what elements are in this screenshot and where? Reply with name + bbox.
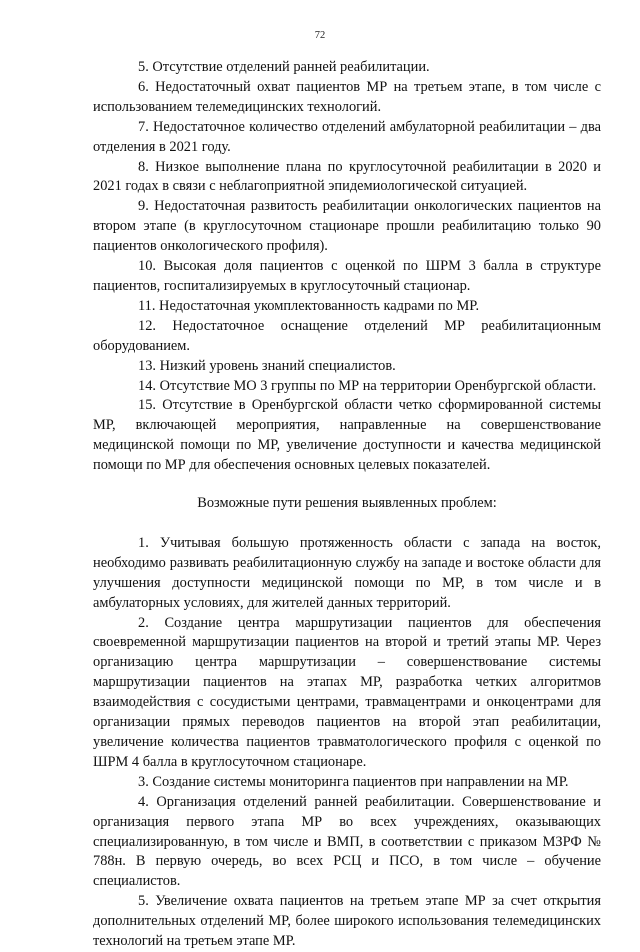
problem-item-9: 9. Недостаточная развитость реабилитации онкологических пациентов на втором этапе (в круглосуточном стационаре прошли реабилитацию только 90 пациентов онкологического профиля). [93, 198, 601, 255]
problem-item-13: 13. Низкий уровень знаний специалистов. [138, 357, 396, 374]
problem-item-7: 7. Недостаточное количество отделений амбулаторной реабилитации – два отделения в 2021 году. [93, 118, 601, 155]
problem-item-10: 10. Высокая доля пациентов с оценкой по ШРМ 3 балла в структуре пациентов, госпитализируемых в круглосуточный стационар. [93, 258, 601, 294]
problem-item-8: 8. Низкое выполнение плана по круглосуточной реабилитации в 2020 и 2021 годах в связи с неблагоприятной эпидемиологической ситуацией. [93, 158, 601, 195]
solution-item-2: 2. Создание центра маршрутизации пациентов для обеспечения своевременной маршрутизации пациентов на второй и третий этапы МР. Через организацию центра маршрутизации – совершенствование системы маршрутизации пациентов на этапах МР, разработка четких алгоритмов взаимодействия с сосудистыми центрами, травмацентрами и онкоцентрами для организации прямых переводов пациентов на второй этап реабилитации, увеличение количества пациентов травматологического профиля с оценкой по ШРМ 4 балла в круглосуточном стационаре. [93, 614, 601, 770]
document-body [93, 58, 601, 952]
problem-item-14: 14. Отсутствие МО 3 группы по МР на территории Оренбургской области. [138, 377, 597, 394]
problem-item-11: 11. Недостаточная укомплектованность кадрами по МР. [138, 297, 480, 314]
solutions-heading: Возможные пути решения выявленных проблем: [197, 495, 497, 512]
page-number: 72 [314, 30, 326, 41]
problem-item-5: 5. Отсутствие отделений ранней реабилитации. [138, 59, 430, 75]
solution-item-1: 1. Учитывая большую протяженность области с запада на восток, необходимо развивать реабилитационную службу на западе и востоке области для улучшения доступности медицинской помощи по МР, в том числе и в амбулаторных условиях, для жителей данных территорий. [93, 534, 601, 611]
problem-item-12: 12. Недостаточное оснащение отделений МР реабилитационным оборудованием. [93, 317, 601, 354]
problem-item-6: 6. Недостаточный охват пациентов МР на третьем этапе, в том числе с использованием телемедицинских технологий. [93, 78, 601, 115]
solution-item-5: 5. Увеличение охвата пациентов на третьем этапе МР за счет открытия дополнительных отделений МР, более широкого использования телемедицинских технологий на третьем этапе МР. [93, 893, 601, 950]
solution-item-4: 4. Организация отделений ранней реабилитации. Совершенствование и организация первого этапа МР во всех учреждениях, оказывающих специализированную, в том числе и ВМП, в соответствии с приказом МЗРФ № 788н. В первую очередь, во всех РСЦ и ПСО, в том числе – обучение специалистов. [93, 793, 601, 890]
solution-item-3: 3. Создание системы мониторинга пациентов при направлении на МР. [138, 773, 569, 790]
problem-item-15: 15. Отсутствие в Оренбургской области четко сформированной системы МР, включающей мероприятия, направленные на совершенствование медицинской помощи по МР, увеличение доступности и качества медицинской помощи по МР для обеспечения основных целевых показателей. [93, 397, 601, 474]
